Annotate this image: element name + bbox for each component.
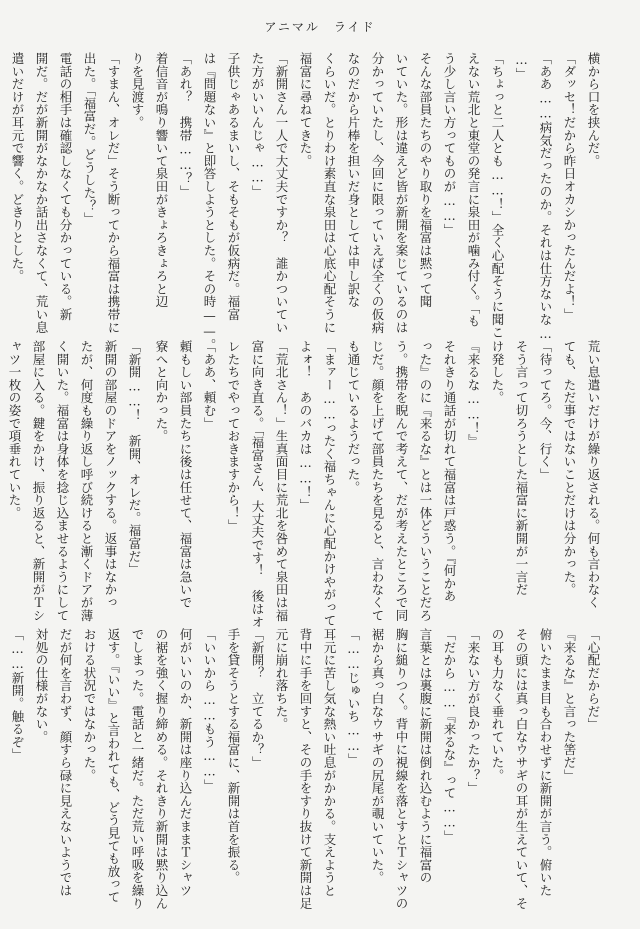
text-column: 分かっていたし、今回に限っていえば全くの仮病	[370, 52, 385, 334]
text-column: 背中に手を回すと、その手をすり抜けて新開は足	[298, 628, 313, 910]
text-column: そう言って切ろうとした福富に新開が一言だ	[514, 340, 529, 596]
text-column: おける状況ではなかった。	[82, 628, 97, 782]
text-column: 俯いたまま目も合わせずに新開が言う。俯いた	[538, 628, 553, 897]
text-column: じだ。顔を上げて部員たちを見ると、言わなくて	[370, 340, 385, 622]
text-column: 「来ない方が良かったか？」	[466, 628, 481, 795]
text-column: 「……じゅいち……」	[346, 628, 361, 766]
text-column: りを見渡す。	[130, 52, 145, 129]
text-column: 返す。『いい』と言われても、どう見ても放って	[106, 628, 121, 904]
text-column: 「すまん、オレだ」そう断ってから福富は携帯に	[106, 52, 121, 334]
text-column: う少し言い方ってものが……」	[442, 52, 457, 237]
text-column: 「新開……！ 新開、オレだ。福富だ」	[127, 340, 142, 576]
text-column: でしまった。電話と一緒だ。ただ荒い呼吸を繰り	[130, 628, 145, 910]
text-tier-bottom	[10, 628, 604, 910]
text-column: 寮へと向かった。	[154, 340, 169, 443]
text-column: なのだから片棒を担いだ身としては申し訳な	[346, 52, 361, 308]
text-column: ャツ一枚の姿で項垂れていた。	[7, 340, 22, 520]
text-column: け発した。	[490, 340, 505, 404]
text-column: その頭には真っ白なウサギの耳が生えていて、そ	[514, 628, 529, 910]
text-column: 出た。「福富だ。どうした？」	[82, 52, 97, 225]
text-column: 何がいいのか、新開は座り込んだままＴシャツ	[178, 628, 193, 897]
text-column: 「ああ……病気だったのか。それは仕方ないな…	[538, 52, 553, 342]
text-column: く開いた。福富は身体を捻じ込ませるようにして	[55, 340, 70, 622]
text-column: 「いいから……もう……」	[202, 628, 217, 792]
text-column: レたちでやっておきますから！」	[226, 340, 241, 532]
text-column	[0, 52, 4, 324]
text-column: 元に崩れ落ちた。	[274, 628, 289, 731]
text-column: 「ダッセ！だから昨日オカシかったんだよ！」	[562, 52, 577, 321]
text-column: 「心配だからだ」	[586, 628, 601, 731]
text-column: よォ！ あのバカは……！」	[298, 340, 313, 512]
text-column: 裾から真っ白なウサギの尻尾が覗いていた。	[370, 628, 385, 884]
text-column: 「だから……『来るな』って……」	[442, 628, 457, 843]
text-column: 「まァー……ったく福ちゃんに心配かけやがって	[322, 340, 337, 627]
text-column: 横から口を挟んだ。	[586, 52, 601, 168]
text-column: 『来るな』と言った筈だ」	[562, 628, 577, 782]
text-column: 着信音が鳴り響いて泉田がきょろきょろと辺	[154, 52, 169, 308]
text-column: 遣いだけが耳元で響く。どきりとした。	[10, 52, 25, 283]
text-column: えない荒北と東堂の発言に泉田が噛み付く。「も	[466, 52, 481, 328]
text-column: 富に向き直る。「福富さん、大丈夫です！ 後はオ	[250, 340, 265, 629]
text-column: 「あれ？ 携帯……？」	[178, 52, 193, 198]
text-column: った』のに『来るな』とは一体どういうことだろ	[418, 340, 433, 622]
text-column: 『来るな……！』	[466, 340, 481, 448]
text-column: う。携帯を睨んで考えて、だが考えたところで同	[394, 340, 409, 622]
text-column: 手を貸そうとする福富に、新開は首を振る。	[226, 628, 241, 884]
text-tier-top	[10, 52, 604, 352]
text-column: は『問題ない』と即答しようとした。その時——。	[202, 52, 217, 352]
text-column: 頼もしい部員たちに後は任せて、福富は急いで	[178, 340, 193, 609]
text-column: 言葉とは裏腹に新開は倒れ込むように福富の	[418, 628, 433, 884]
text-column: の裾を強く握り締める。それきり新開は黙り込ん	[154, 628, 169, 910]
text-column: 「待ってろ。今、行く」	[538, 340, 553, 481]
text-column: くらいだ。とりわけ素直な泉田は心底心配そうに	[322, 52, 337, 334]
text-tier-middle	[7, 340, 604, 629]
text-column: ても、ただ事ではないことだけは分かった。	[562, 340, 577, 596]
text-column: …」	[514, 52, 529, 81]
text-column: 部屋に入る。鍵をかけ、振り返ると、新開がＴシ	[31, 340, 46, 622]
text-column: 「荒北さん！」生真面目に荒北を咎めて泉田は福	[274, 340, 289, 622]
text-column: たが、何度も繰り返し呼び続けると漸くドアが薄	[79, 340, 94, 622]
text-column: 福富に尋ねてきた。	[298, 52, 313, 168]
text-column: 荒い息遣いだけが繰り返される。何も言わなく	[586, 340, 601, 609]
text-column: 「ちょっと二人とも……！」全く心配そうに聞こ	[490, 52, 505, 339]
text-column: 耳元に苦し気な熱い吐息がかかる。支えようと	[322, 628, 337, 897]
text-column: いていた。形は違えど皆が新開を案じているのは	[394, 52, 409, 334]
text-column: 「ああ、頼む」	[202, 340, 217, 430]
text-column: それきり通話が切れて福富は戸惑う。『何かあ	[442, 340, 457, 603]
text-column: 対処の仕様がない。	[34, 628, 49, 744]
text-column: 胸に縋りつく。背中に視線を落とすとＴシャツの	[394, 628, 409, 910]
text-column: の耳も力なく垂れていた。	[490, 628, 505, 782]
text-column: も通じているようだった。	[346, 340, 361, 494]
text-column: そんな部員たちのやり取りを福富は黙って聞	[418, 52, 433, 308]
text-column: 電話の相手は確認しなくても分かっている。新	[58, 52, 73, 321]
text-column: 「……新開。触るぞ」	[10, 628, 25, 761]
text-column: 新開の部屋のドアをノックする。返事はなかっ	[103, 340, 118, 609]
text-column	[0, 628, 4, 900]
text-column: 「新開？ 立てるか？」	[250, 628, 265, 769]
running-header: アニマル ライド	[264, 20, 376, 34]
text-column: 「新開さん一人で大丈夫ですか？ 誰かついてい	[274, 52, 289, 334]
text-column: 開だ。だが新開がなかなか話出さなくて、荒い息	[34, 52, 49, 334]
text-column: 子供じゃあるまいし、そもそもが仮病だ。福富	[226, 52, 241, 321]
text-column: だが何を言わず、顔すら碌に見えないようでは	[58, 628, 73, 897]
text-column: た方がいいんじゃ……」	[250, 52, 265, 198]
